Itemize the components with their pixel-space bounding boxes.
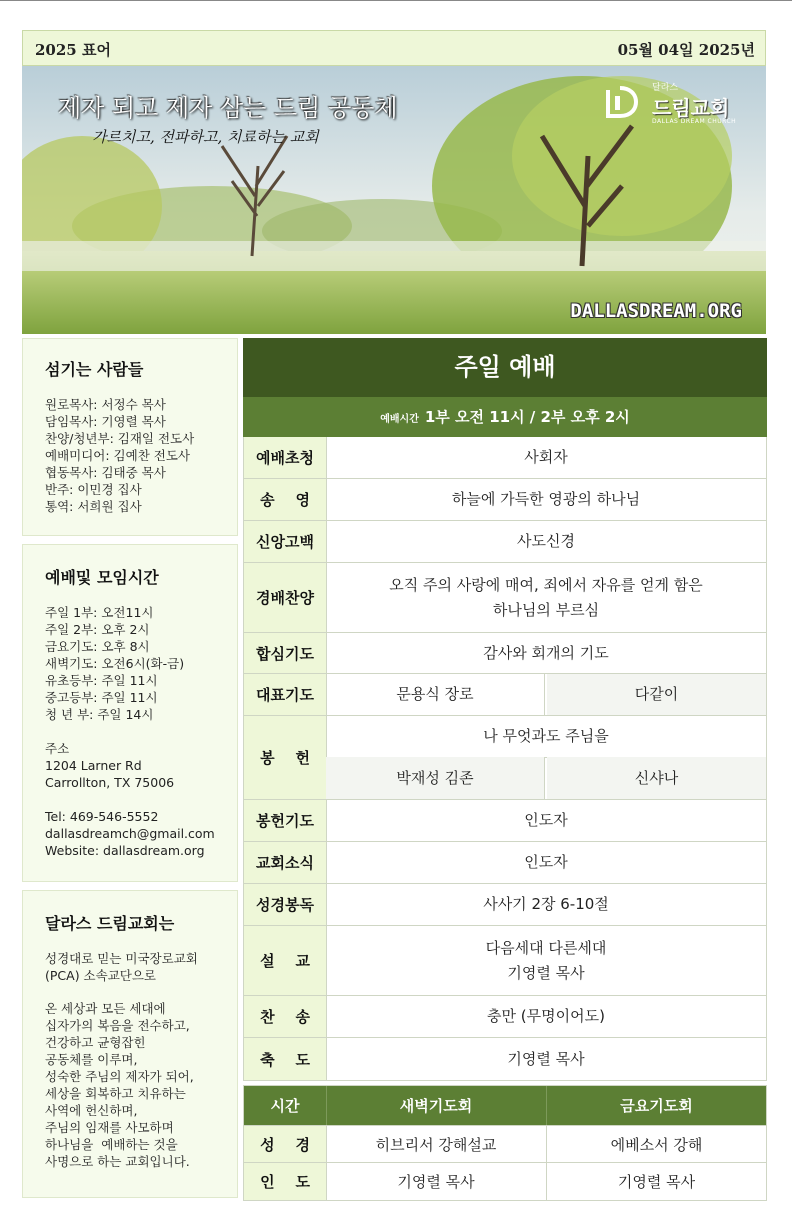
worship-time-label: 예배시간 (380, 414, 419, 425)
worship-title: 주일 예배 (243, 338, 767, 397)
schedule-line: 새벽기도: 오전6시(화-금) (45, 656, 185, 671)
about-box (22, 890, 238, 1198)
order-value: 기영렬 목사 (507, 1049, 585, 1068)
address-line-2: Carrollton, TX 75006 (45, 775, 175, 790)
order-value: 다같이 (547, 674, 766, 715)
order-row (244, 1038, 766, 1080)
about-line: 사역에 헌신하며, (45, 1103, 138, 1118)
offering-performer: 박재성 김존 (326, 757, 545, 799)
about-line: 온 세상과 모든 세대에 (45, 1001, 166, 1016)
about-heading: 달라스 드림교회는 (45, 914, 175, 933)
top-rule (0, 0, 792, 1)
schedule-line: 주일 2부: 오후 2시 (45, 622, 150, 637)
address-label: 주소 (45, 741, 70, 756)
order-key: 봉 헌 (244, 716, 327, 799)
order-value: 감사와 회개의 기도 (483, 643, 609, 662)
prayer-cell: 기영렬 목사 (617, 1173, 696, 1191)
order-row (244, 996, 766, 1038)
about-line: 세상을 회복하고 치유하는 (45, 1086, 186, 1101)
prayer-cell: 히브리서 강해설교 (326, 1126, 547, 1162)
prayer-header: 새벽기도회 (326, 1086, 547, 1125)
staff-heading: 섬기는 사람들 (45, 360, 144, 379)
banner-subtitle: 가르치고, 전파하고, 치료하는 교회 (92, 128, 319, 146)
order-value: 하늘에 가득한 영광의 하나님 (451, 490, 641, 508)
bulletin-date: 05월 04일 2025년 (617, 41, 755, 59)
order-table (243, 437, 767, 1081)
order-key: 예배초청 (244, 437, 327, 478)
order-value (326, 926, 766, 995)
banner-title: 제자 되고 제자 삼는 드림 공동체 (58, 94, 398, 122)
order-key: 성경봉독 (244, 884, 327, 925)
prayer-row (244, 1126, 766, 1163)
order-key: 경배찬양 (244, 563, 327, 632)
about-line: 주님의 임재를 사모하며 (45, 1120, 174, 1135)
about-line: 성숙한 주님의 제자가 되어, (45, 1069, 194, 1084)
order-value (326, 563, 766, 632)
hymn-line-2: 하나님의 부르심 (492, 600, 600, 619)
order-value: 사도신경 (517, 532, 575, 550)
about-line: 십자가의 복음을 전수하고, (45, 1018, 190, 1033)
order-row (244, 437, 766, 479)
schedule-line: 청 년 부: 주일 14시 (45, 707, 154, 722)
sermon-preacher: 기영렬 목사 (507, 963, 585, 982)
order-row (244, 479, 766, 521)
schedule-box (22, 544, 238, 882)
prayer-cell: 에베소서 강해 (610, 1135, 703, 1154)
staff-line: 원로목사: 서정수 목사 (45, 397, 166, 412)
order-value: 인도자 (524, 853, 568, 871)
logo-small-text: 달라스 (652, 83, 679, 93)
order-key: 신앙고백 (244, 521, 327, 562)
order-row (244, 884, 766, 926)
schedule-line: 중고등부: 주일 11시 (45, 690, 158, 705)
schedule-line: 유초등부: 주일 11시 (45, 673, 158, 688)
order-key: 설 교 (244, 926, 327, 995)
worship-order (243, 338, 767, 1081)
website-text: Website: dallasdream.org (45, 843, 205, 858)
banner (22, 66, 766, 334)
about-line: 성경대로 믿는 미국장로교회 (45, 951, 198, 966)
offering-song: 나 무엇과도 주님을 (326, 716, 766, 758)
order-key: 대표기도 (244, 674, 327, 715)
offering-performer: 신샤나 (547, 757, 766, 799)
prayer-header: 금요기도회 (620, 1097, 693, 1115)
order-row (244, 563, 766, 633)
staff-line: 찬양/청년부: 김재일 전도사 (45, 431, 195, 446)
order-key: 축 도 (244, 1038, 327, 1080)
address-line-1: 1204 Larner Rd (45, 758, 142, 773)
order-row (244, 842, 766, 884)
logo-name: 드림교회 (652, 96, 730, 120)
about-line: 하나님을 예배하는 것을 (45, 1137, 178, 1152)
order-value: 사회자 (524, 448, 568, 466)
staff-line: 예배미디어: 김예찬 전도사 (45, 448, 190, 463)
order-row (244, 633, 766, 674)
order-value: 사사기 2장 6-10절 (483, 895, 609, 913)
bulletin-header (22, 30, 766, 66)
church-logo (602, 78, 752, 130)
schedule-heading: 예배및 모임시간 (45, 568, 159, 587)
website-url: DALLASDREAM.ORG (570, 300, 742, 322)
prayer-row (244, 1163, 766, 1200)
order-key: 교회소식 (244, 842, 327, 883)
order-value: 충만 (무명이어도) (487, 1007, 605, 1025)
about-line: (PCA) 소속교단으로 (45, 968, 156, 983)
motto-year: 2025 표어 (35, 41, 111, 59)
hymn-line-1: 오직 주의 사랑에 매여, 죄에서 자유를 얻게 함은 (389, 575, 703, 594)
order-key: 찬 송 (244, 996, 327, 1037)
order-key: 송 영 (244, 479, 327, 520)
staff-line: 통역: 서희원 집사 (45, 499, 142, 514)
staff-box (22, 338, 238, 536)
order-row (244, 716, 766, 800)
order-key: 봉헌기도 (244, 800, 327, 841)
worship-time-text: 1부 오전 11시 / 2부 오후 2시 (424, 408, 630, 426)
staff-line: 협동목사: 김태중 목사 (45, 465, 166, 480)
order-row (244, 674, 766, 716)
schedule-line: 주일 1부: 오전11시 (45, 605, 154, 620)
worship-times (243, 397, 767, 437)
prayer-cell: 기영렬 목사 (326, 1163, 547, 1200)
sermon-title: 다음세대 다른세대 (485, 938, 607, 957)
about-line: 공동체를 이루며, (45, 1052, 138, 1067)
order-key: 합심기도 (244, 633, 327, 673)
logo-english: DALLAS DREAM CHURCH (652, 118, 737, 125)
about-line: 사명으로 하는 교회입니다. (45, 1154, 190, 1169)
email-address: dallasdreamch@gmail.com (45, 826, 215, 841)
schedule-line: 금요기도: 오후 8시 (45, 639, 150, 654)
order-value: 인도자 (524, 811, 568, 829)
order-row (244, 926, 766, 996)
prayer-key: 성 경 (244, 1126, 327, 1162)
staff-line: 담임목사: 기영렬 목사 (45, 414, 166, 429)
staff-line: 반주: 이민경 집사 (45, 482, 142, 497)
prayer-key: 인 도 (244, 1163, 327, 1200)
left-column (22, 338, 238, 1198)
church-logo-icon (602, 82, 642, 122)
prayer-meeting-table (243, 1085, 767, 1201)
order-row (244, 521, 766, 563)
about-line: 건강하고 균형잡힌 (45, 1035, 146, 1050)
order-value: 문용식 장로 (326, 674, 545, 715)
prayer-header: 시간 (244, 1086, 327, 1125)
prayer-header-row (244, 1086, 766, 1126)
order-row (244, 800, 766, 842)
phone-number: Tel: 469-546-5552 (45, 809, 159, 824)
